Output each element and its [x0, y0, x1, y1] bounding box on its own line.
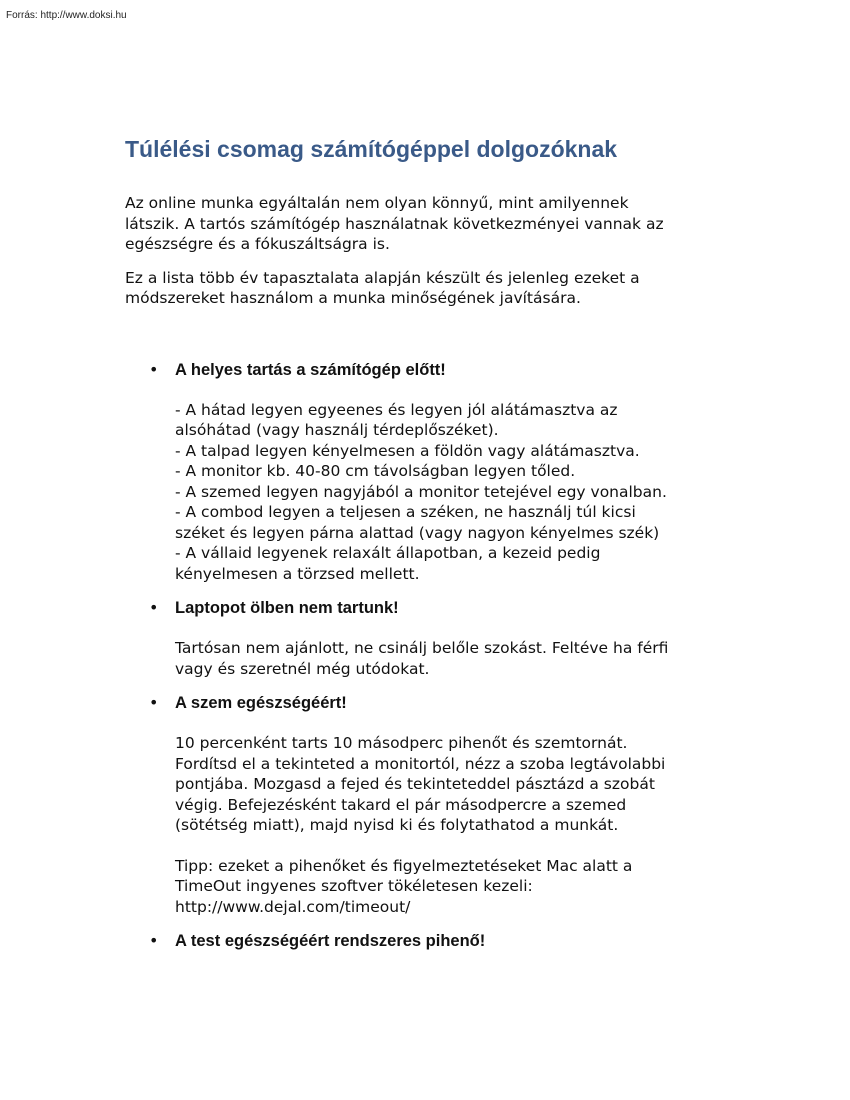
tip-line: - A combod legyen a teljesen a széken, ne használj túl kicsi: [175, 503, 636, 521]
tip-line: vagy és szeretnél még utódokat.: [175, 659, 430, 678]
tip-body: [175, 733, 735, 836]
tip-line: végig. Befejezésként takard el pár másodpercre a szemed: [175, 795, 627, 814]
tip-heading: A szem egészségéért!: [175, 694, 347, 712]
bullet-icon: •: [149, 598, 159, 617]
tip-item: [125, 360, 725, 585]
tip-body: [175, 400, 735, 585]
tip-note-line: TimeOut ingyenes szoftver tökéletesen kezeli:: [175, 877, 533, 895]
intro-line: Az online munka egyáltalán nem olyan könnyű, mint amilyennek: [125, 194, 629, 212]
tip-line: - A talpad legyen kényelmesen a földön vagy alátámasztva.: [175, 441, 640, 460]
tip-line: - A monitor kb. 40-80 cm távolságban legyen tőled.: [175, 462, 576, 480]
bullet-icon: •: [149, 693, 159, 712]
intro-line: látszik. A tartós számítógép használatnak következményei vannak az: [125, 214, 664, 233]
document-title: Túlélési csomag számítógéppel dolgozóknak: [125, 136, 618, 162]
tip-item: [125, 598, 725, 679]
document-page: [125, 134, 725, 965]
tip-line: Tartósan nem ajánlott, ne csinálj belőle szokást. Feltéve ha férfi: [175, 639, 669, 657]
tip-note: [175, 856, 735, 918]
intro-line: Ez a lista több év tapasztalata alapján készült és jelenleg ezeket a: [125, 268, 640, 287]
tip-heading: A helyes tartás a számítógép előtt!: [175, 360, 446, 379]
tip-line: Fordítsd el a tekinteted a monitortól, nézz a szoba legtávolabbi: [175, 754, 666, 773]
tips-list: [125, 360, 725, 952]
bullet-icon: •: [149, 931, 159, 950]
tip-line: - A hátad legyen egyeenes és legyen jól alátámasztva az: [175, 400, 618, 419]
tip-line: (sötétség miatt), majd nyisd ki és folytathatod a munkát.: [175, 816, 619, 834]
tip-heading: A test egészségéért rendszeres pihenő!: [175, 932, 486, 950]
intro-paragraph: [125, 193, 715, 255]
tip-heading: Laptopot ölben nem tartunk!: [175, 599, 399, 617]
source-note: Forrás: http://www.doksi.hu: [6, 10, 127, 21]
tip-body: [175, 638, 735, 679]
tip-item: [125, 931, 725, 951]
tip-line: - A szemed legyen nagyjából a monitor tetejével egy vonalban.: [175, 482, 667, 501]
intro-line: módszereket használom a munka minőségének javítására.: [125, 289, 581, 307]
tip-note-line: Tipp: ezeket a pihenőket és figyelmeztetéseket Mac alatt a: [175, 856, 633, 875]
tip-line: - A vállaid legyenek relaxált állapotban, a kezeid pedig: [175, 544, 601, 562]
intro-paragraph: [125, 268, 715, 309]
bullet-icon: •: [149, 359, 159, 379]
tip-line: alsóhátad (vagy használj térdeplőszéket).: [175, 421, 499, 439]
tip-note-url: http://www.dejal.com/timeout/: [175, 897, 411, 916]
tip-line: kényelmesen a törzsed mellett.: [175, 564, 420, 583]
intro-line: egészségre és a fókuszáltságra is.: [125, 235, 390, 253]
tip-line: széket és legyen párna alattad (vagy nagyon kényelmes szék): [175, 523, 660, 542]
tip-item: [125, 693, 725, 917]
tip-line: 10 percenként tarts 10 másodperc pihenőt és szemtornát.: [175, 734, 628, 752]
tip-line: pontjába. Mozgasd a fejed és tekinteteddel pásztázd a szobát: [175, 775, 655, 793]
